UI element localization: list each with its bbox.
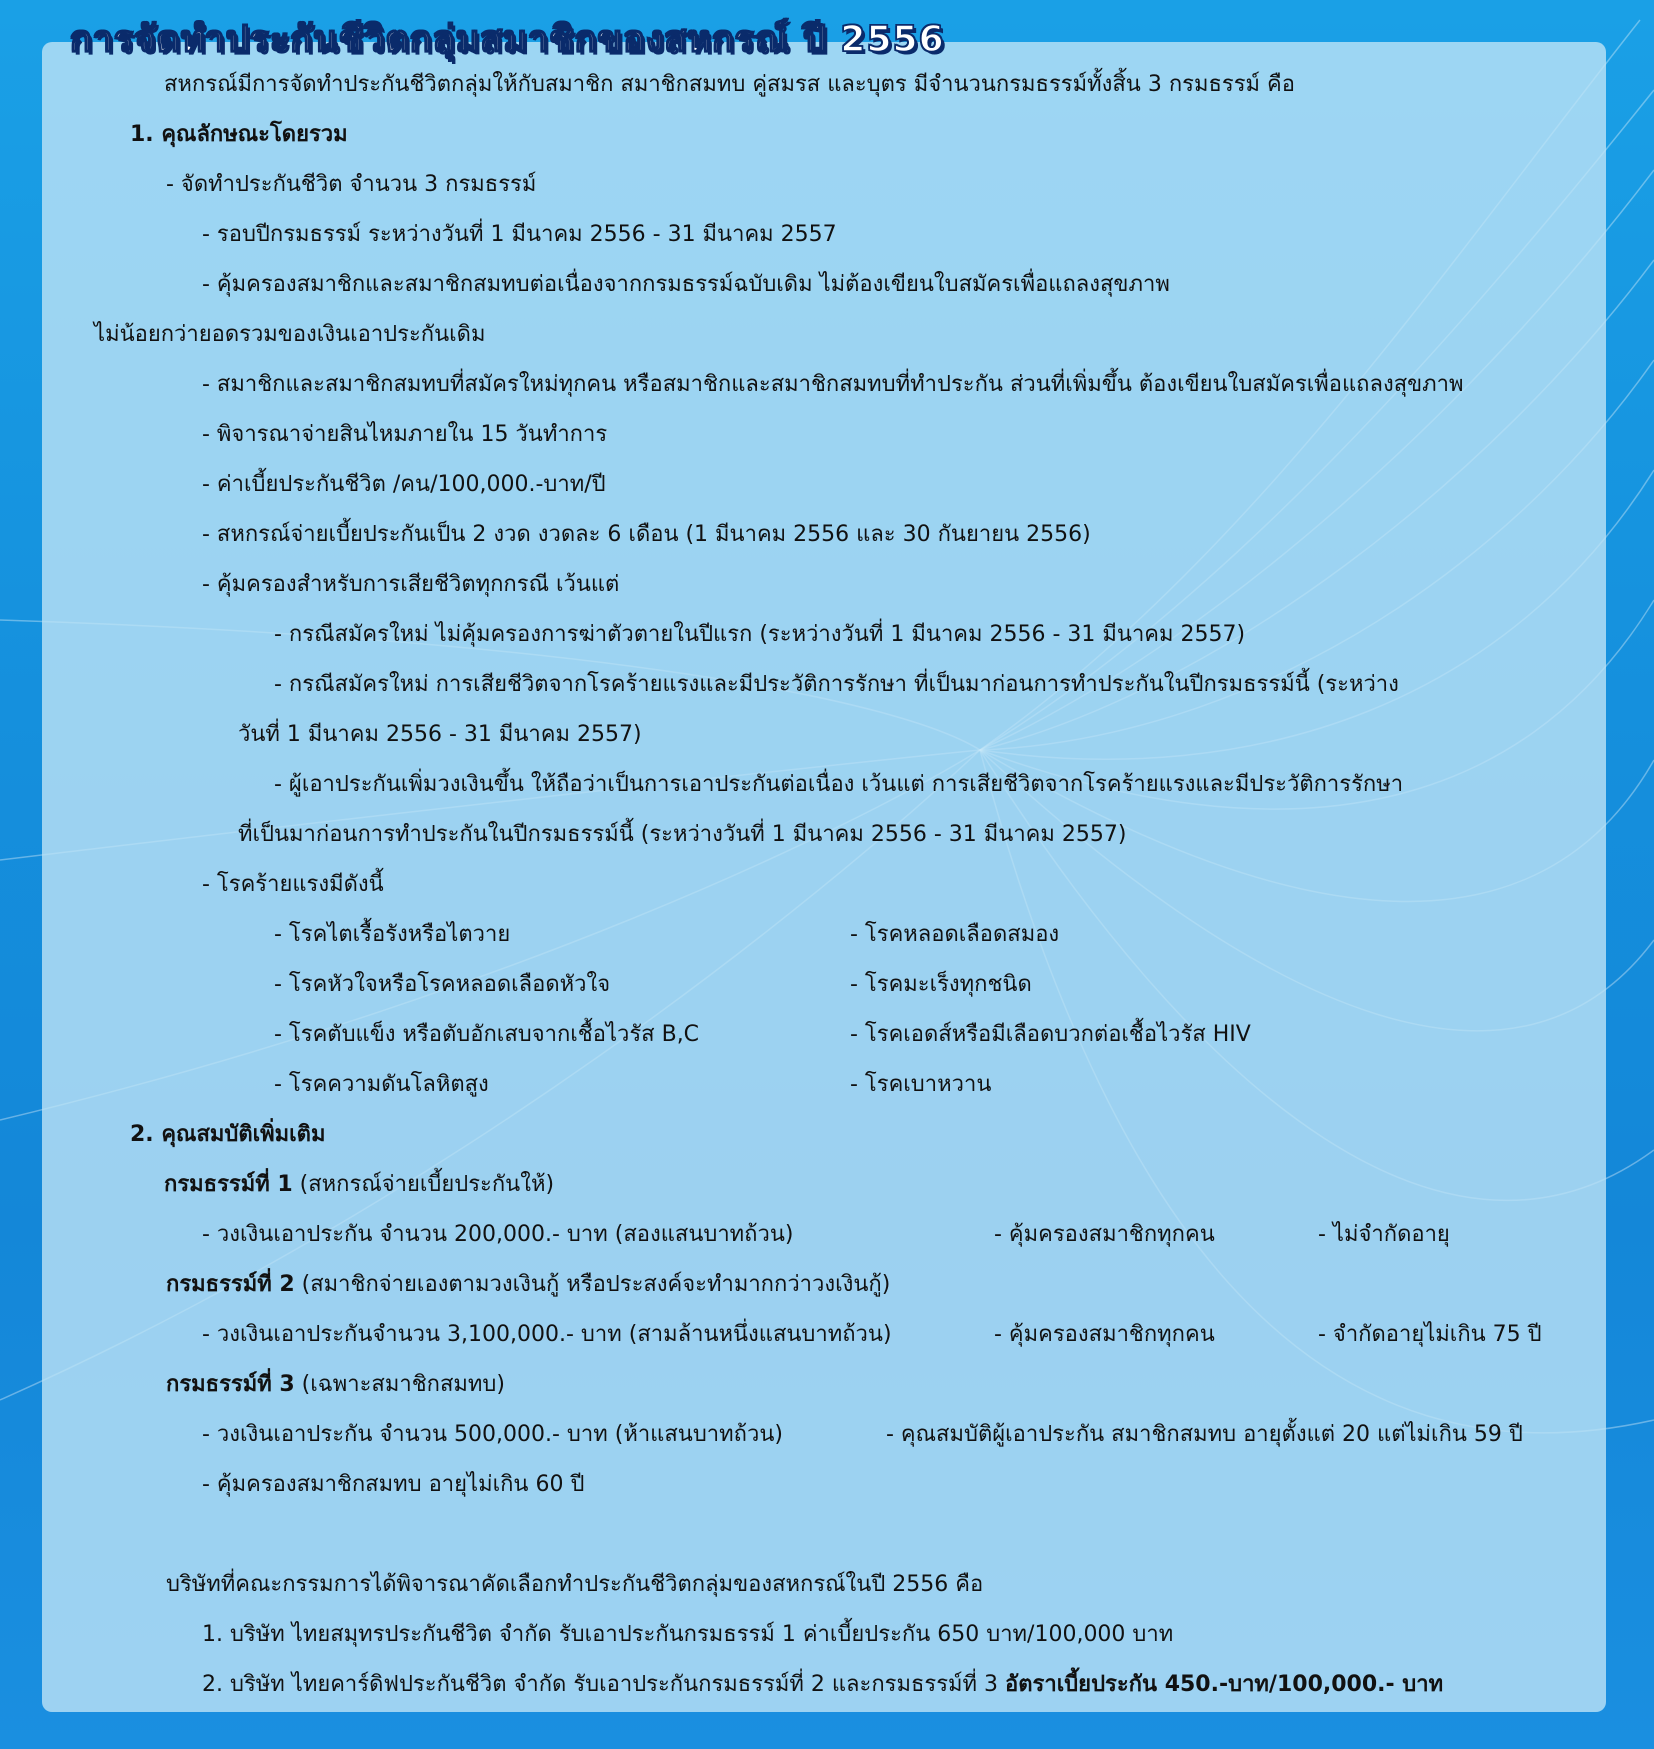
section1-item: - คุ้มครองสำหรับการเสียชีวิตทุกกรณี เว้นแต่: [202, 572, 620, 597]
policy-2-header: [166, 1270, 890, 1300]
policy-1-header: [164, 1170, 554, 1200]
companies-intro: บริษัทที่คณะกรรมการได้พิจารณาคัดเลือกทำประกันชีวิตกลุ่มของสหกรณ์ในปี 2556 คือ: [166, 1572, 984, 1597]
policy-3-qualification: - คุณสมบัติผู้เอาประกัน สมาชิกสมทบ อายุตั้งแต่ 20 แต่ไม่เกิน 59 ปี: [886, 1422, 1523, 1447]
policy-1-age: - ไม่จำกัดอายุ: [1318, 1222, 1450, 1247]
disease-item: - โรคเอดส์หรือมีเลือดบวกต่อเชื้อไวรัส HIV: [850, 1022, 1251, 1047]
exception-item: ที่เป็นมาก่อนการทำประกันในปีกรมธรรม์นี้ (ระหว่างวันที่ 1 มีนาคม 2556 - 31 มีนาคม 2557): [238, 822, 1127, 847]
disease-item: - โรคเบาหวาน: [850, 1072, 992, 1097]
exception-item: - กรณีสมัครใหม่ การเสียชีวิตจากโรคร้ายแรงและมีประวัติการรักษา ที่เป็นมาก่อนการทำประกันในปีกรมธรรม์นี้ (ระหว่าง: [274, 672, 1399, 697]
policy-1-note: (สหกรณ์จ่ายเบี้ยประกันให้): [299, 1172, 555, 1197]
policy-2-age: - จำกัดอายุไม่เกิน 75 ปี: [1318, 1322, 1542, 1347]
policy-1-amount: - วงเงินเอาประกัน จำนวน 200,000.- บาท (สองแสนบาทถ้วน): [202, 1222, 794, 1247]
policy-2-amount: - วงเงินเอาประกันจำนวน 3,100,000.- บาท (สามล้านหนึ่งแสนบาทถ้วน): [202, 1322, 892, 1347]
section1-item: - ค่าเบี้ยประกันชีวิต /คน/100,000.-บาท/ปี: [202, 472, 606, 497]
section1-item: - คุ้มครองสมาชิกและสมาชิกสมทบต่อเนื่องจากกรมธรรม์ฉบับเดิม ไม่ต้องเขียนใบสมัครเพื่อแถลงสุขภาพ: [202, 272, 1170, 297]
company-2: [202, 1670, 1443, 1700]
policy-2-coverage: - คุ้มครองสมาชิกทุกคน: [994, 1322, 1215, 1347]
disease-item: - โรคความดันโลหิตสูง: [274, 1072, 489, 1097]
intro-text: สหกรณ์มีการจัดทำประกันชีวิตกลุ่มให้กับสมาชิก สมาชิกสมทบ คู่สมรส และบุตร มีจำนวนกรมธรรม์ทั้งสิ้น 3 กรมธรรม์ คือ: [164, 72, 1295, 97]
disease-item: - โรคตับแข็ง หรือตับอักเสบจากเชื้อไวรัส B,C: [274, 1022, 700, 1047]
section1-item: - จัดทำประกันชีวิต จำนวน 3 กรมธรรม์: [166, 172, 537, 197]
page-title: การจัดทำประกันชีวิตกลุ่มสมาชิกของสหกรณ์ ปี 2556: [70, 19, 945, 60]
section1-item: - สหกรณ์จ่ายเบี้ยประกันเป็น 2 งวด งวดละ 6 เดือน (1 มีนาคม 2556 และ 30 กันยายน 2556): [202, 522, 1091, 547]
policy-3-coverage: - คุ้มครองสมาชิกสมทบ อายุไม่เกิน 60 ปี: [202, 1472, 585, 1497]
policy-1-coverage: - คุ้มครองสมาชิกทุกคน: [994, 1222, 1215, 1247]
disease-item: - โรคหัวใจหรือโรคหลอดเลือดหัวใจ: [274, 972, 611, 997]
policy-3-label: กรมธรรม์ที่ 3: [166, 1372, 295, 1397]
exception-item: - กรณีสมัครใหม่ ไม่คุ้มครองการฆ่าตัวตายในปีแรก (ระหว่างวันที่ 1 มีนาคม 2556 - 31 มีนาคม 2557): [274, 622, 1246, 647]
policy-2-note: (สมาชิกจ่ายเองตามวงเงินกู้ หรือประสงค์จะทำมากกว่าวงเงินกู้): [301, 1272, 891, 1297]
disease-item: - โรคหลอดเลือดสมอง: [850, 922, 1060, 947]
exception-item: วันที่ 1 มีนาคม 2556 - 31 มีนาคม 2557): [238, 722, 642, 747]
section1-item: - โรคร้ายแรงมีดังนี้: [202, 872, 384, 897]
company-2-text: 2. บริษัท ไทยคาร์ดิฟประกันชีวิต จำกัด รับเอาประกันกรมธรรม์ที่ 2 และกรมธรรม์ที่ 3: [202, 1672, 999, 1697]
company-1: 1. บริษัท ไทยสมุทรประกันชีวิต จำกัด รับเอาประกันกรมธรรม์ 1 ค่าเบี้ยประกัน 650 บาท/100,000 บาท: [202, 1622, 1174, 1647]
section1-item: - สมาชิกและสมาชิกสมทบที่สมัครใหม่ทุกคน หรือสมาชิกและสมาชิกสมทบที่ทำประกัน ส่วนที่เพิ่มขึ้น ต้องเขียนใบสมัครเพื่อแถลงสุขภาพ: [202, 372, 1464, 397]
company-2-rate: อัตราเบี้ยประกัน 450.-บาท/100,000.- บาท: [1005, 1672, 1444, 1697]
section2-heading: 2. คุณสมบัติเพิ่มเติม: [130, 1122, 326, 1147]
policy-3-amount: - วงเงินเอาประกัน จำนวน 500,000.- บาท (ห้าแสนบาทถ้วน): [202, 1422, 783, 1447]
section1-item: - รอบปีกรมธรรม์ ระหว่างวันที่ 1 มีนาคม 2556 - 31 มีนาคม 2557: [202, 222, 837, 247]
policy-1-label: กรมธรรม์ที่ 1: [164, 1172, 293, 1197]
policy-3-note: (เฉพาะสมาชิกสมทบ): [301, 1372, 505, 1397]
disease-item: - โรคไตเรื้อรังหรือไตวาย: [274, 922, 511, 947]
policy-3-header: [166, 1370, 505, 1400]
section1-heading: 1. คุณลักษณะโดยรวม: [130, 122, 348, 147]
section1-item: - พิจารณาจ่ายสินไหมภายใน 15 วันทำการ: [202, 422, 608, 447]
policy-2-label: กรมธรรม์ที่ 2: [166, 1272, 295, 1297]
disease-item: - โรคมะเร็งทุกชนิด: [850, 972, 1032, 997]
exception-item: - ผู้เอาประกันเพิ่มวงเงินขึ้น ให้ถือว่าเป็นการเอาประกันต่อเนื่อง เว้นแต่ การเสียชีวิตจากโรคร้ายแรงและมีประวัติการรักษา: [274, 772, 1404, 797]
section1-item: ไม่น้อยกว่ายอดรวมของเงินเอาประกันเดิม: [94, 322, 486, 347]
